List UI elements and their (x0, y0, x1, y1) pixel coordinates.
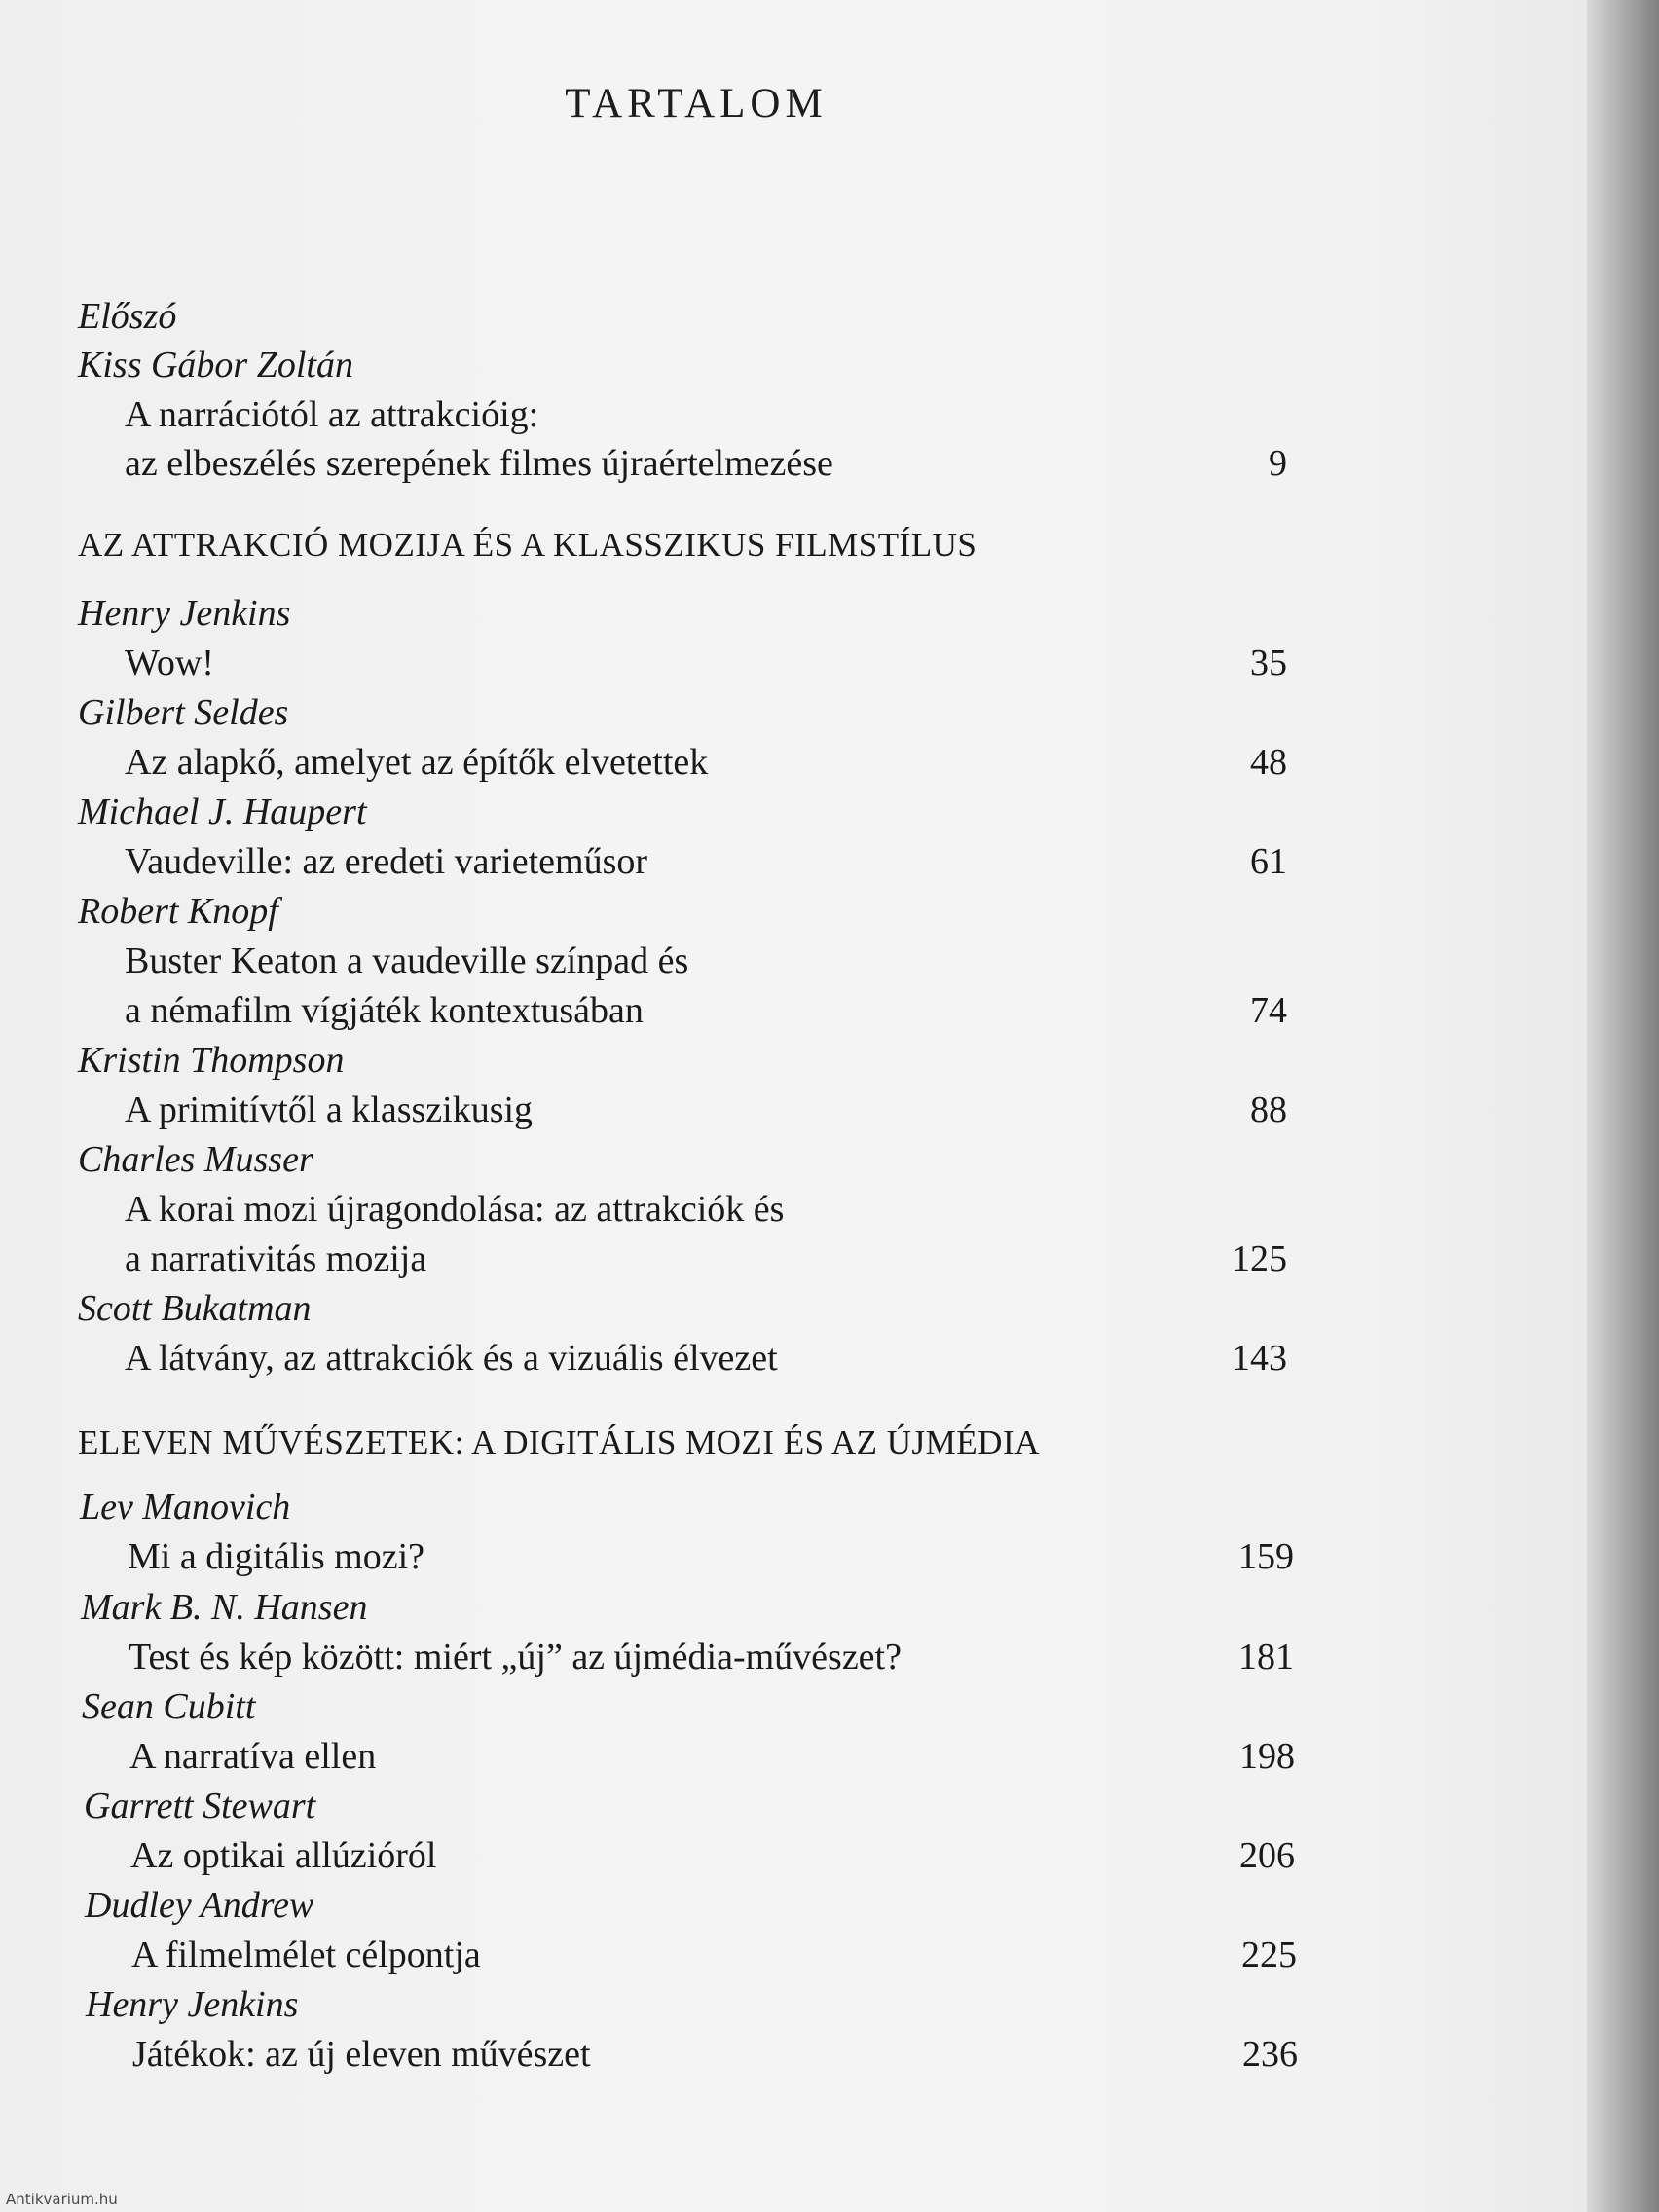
toc-page-number: 125 (1232, 1238, 1287, 1279)
toc-author: Mark B. N. Hansen (81, 1587, 368, 1628)
toc-entry-title: Az alapkő, amelyet az építők elvetettek (125, 742, 709, 783)
toc-author: Gilbert Seldes (78, 692, 289, 733)
toc-page-number: 35 (1250, 643, 1287, 683)
toc-entry-title: Az optikai allúzióról (130, 1835, 437, 1876)
toc-entry-title: A korai mozi újragondolása: az attrakciók és (125, 1189, 785, 1230)
toc-page-number: 159 (1238, 1536, 1294, 1577)
toc-entry-title: Mi a digitális mozi? (128, 1536, 425, 1577)
toc-page-number: 206 (1239, 1835, 1295, 1876)
section-heading: AZ ATTRAKCIÓ MOZIJA ÉS A KLASSZIKUS FILMSTÍLUS (78, 526, 977, 564)
toc-author: Kristin Thompson (78, 1040, 345, 1081)
toc-page-number: 61 (1250, 841, 1287, 882)
toc-entry-title-cont: az elbeszélés szerepének filmes újraértelmezése (125, 443, 833, 484)
toc-entry-title: A primitívtől a klasszikusig (125, 1089, 534, 1130)
toc-author: Garrett Stewart (84, 1786, 316, 1826)
foreword-label: Előszó (78, 296, 177, 337)
toc-page-number: 74 (1250, 990, 1287, 1031)
toc-entry-title: Test és kép között: miért „új” az újmédia-művészet? (129, 1637, 902, 1677)
toc-author: Sean Cubitt (82, 1686, 256, 1727)
toc-entry-title-cont: a narrativitás mozija (125, 1238, 427, 1279)
toc-author: Dudley Andrew (85, 1885, 314, 1926)
toc-page-number: 9 (1269, 443, 1287, 484)
toc-entry-title-cont: a némafilm vígjáték kontextusában (125, 990, 644, 1031)
toc-author: Kiss Gábor Zoltán (78, 345, 353, 386)
toc-entry-title: A narratíva ellen (129, 1736, 377, 1777)
toc-entry-title: A látvány, az attrakciók és a vizuális élvezet (125, 1338, 778, 1379)
toc-entry-title: Buster Keaton a vaudeville színpad és (125, 940, 689, 981)
toc-entry-title: Wow! (125, 643, 214, 683)
toc-page-number: 236 (1242, 2034, 1298, 2075)
toc-page-number: 181 (1238, 1637, 1294, 1677)
toc-entry-title: A narrációtól az attrakcióig: (125, 394, 539, 435)
toc-author: Robert Knopf (78, 891, 278, 932)
toc-page-number: 88 (1250, 1089, 1287, 1130)
page-title: TARTALOM (565, 81, 828, 127)
book-spine-shadow (1587, 0, 1659, 2212)
toc-author: Charles Musser (78, 1139, 313, 1180)
toc-page-number: 143 (1232, 1338, 1287, 1379)
toc-author: Henry Jenkins (78, 593, 291, 634)
toc-author: Henry Jenkins (86, 1984, 299, 2025)
watermark: Antikvarium.hu (6, 2191, 118, 2208)
toc-entry-title: Játékok: az új eleven művészet (132, 2034, 591, 2075)
toc-page-number: 198 (1239, 1736, 1295, 1777)
toc-page-number: 48 (1250, 742, 1287, 783)
toc-author: Lev Manovich (80, 1487, 291, 1528)
toc-page-number: 225 (1241, 1935, 1297, 1975)
toc-entry-title: A filmelmélet célpontja (131, 1935, 481, 1975)
toc-author: Scott Bukatman (78, 1288, 312, 1329)
toc-entry-title: Vaudeville: az eredeti varieteműsor (125, 841, 648, 882)
section-heading: ELEVEN MŰVÉSZETEK: A DIGITÁLIS MOZI ÉS AZ ÚJMÉDIA (78, 1423, 1040, 1461)
toc-author: Michael J. Haupert (78, 792, 367, 832)
